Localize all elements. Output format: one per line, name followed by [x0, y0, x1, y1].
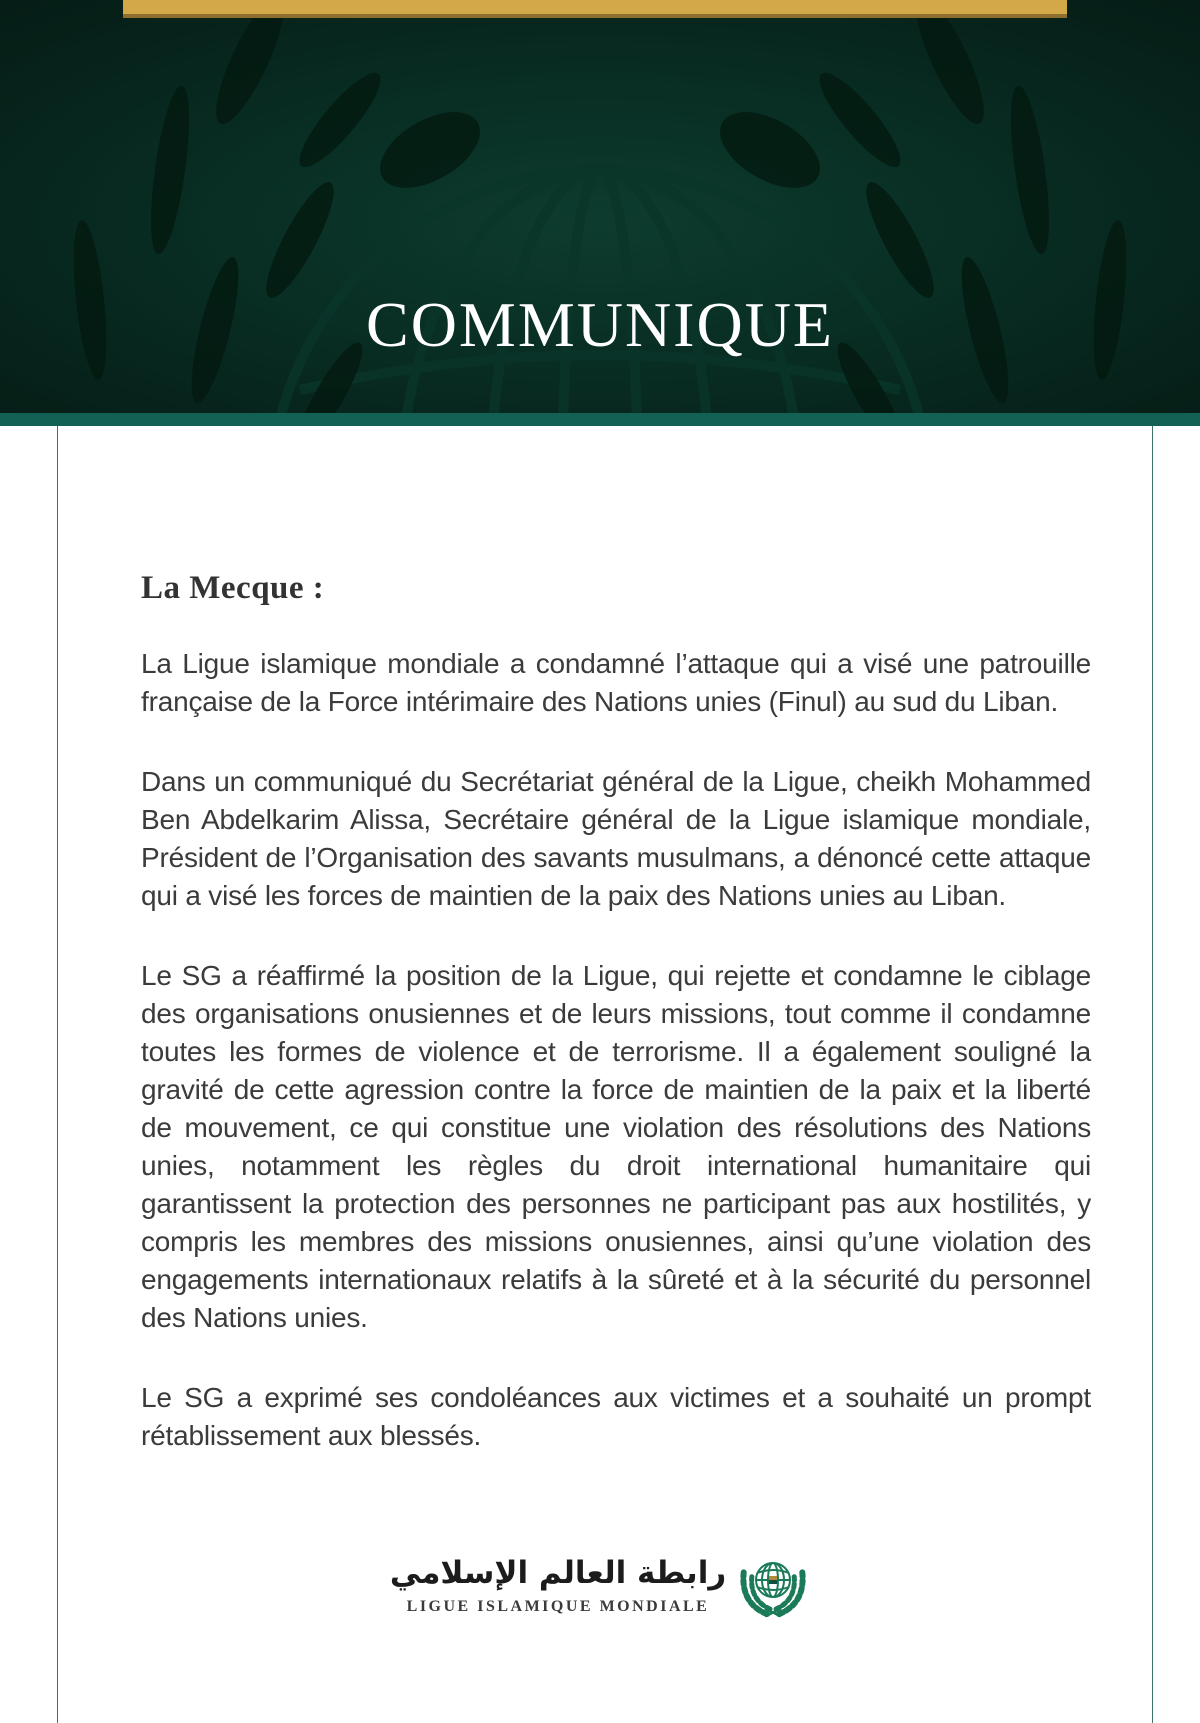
- teal-divider-strip: [0, 413, 1200, 426]
- latin-logotype: LIGUE ISLAMIQUE MONDIALE: [406, 1598, 710, 1616]
- header-banner: [0, 0, 1200, 426]
- logo-text-column: [390, 1554, 726, 1617]
- communique-body: [141, 426, 1091, 1497]
- gold-accent-bar: [123, 0, 1067, 18]
- kaaba-icon: [769, 1576, 777, 1584]
- arabic-logotype: رابطة العالم الإسلامي: [389, 1554, 727, 1591]
- page-title: COMMUNIQUE: [366, 289, 834, 360]
- mwl-emblem-icon: [736, 1548, 810, 1622]
- side-rule-right: [1152, 426, 1153, 1723]
- paragraph: Le SG a exprimé ses condoléances aux victimes et a souhaité un prompt rétablissement aux blessés.: [141, 1382, 1091, 1451]
- side-rule-left: [57, 426, 58, 1723]
- paragraph: Dans un communiqué du Secrétariat général de la Ligue, cheikh Mohammed Ben Abdelkarim Alissa, Secrétaire général de la Ligue islamique mondiale, Président de l’Organisation des savants musulmans, a dénoncé cette attaque qui a visé les forces de maintien de la paix des Nations unies au Liban.: [141, 766, 1091, 911]
- paragraph: Le SG a réaffirmé la position de la Ligue, qui rejette et condamne le ciblage des organisations onusiennes et de leurs missions, tout comme il condamne toutes les formes de violence et de terrorisme. Il a également souligné la gravité de cette agression contre la force de maintien de la paix et la liberté de mouvement, ce qui constitue une violation des résolutions des Nations unies, notamment les règles du droit international humanitaire qui garantissent la protection des personnes ne participant pas aux hostilités, y compris les membres des missions onusiennes, ainsi qu’une violation des engagements internationaux relatifs à la sûreté et à la sécurité du personnel des Nations unies.: [141, 960, 1091, 1333]
- dateline-heading: La Mecque :: [141, 570, 325, 606]
- laurel-globe-watermark-icon: [0, 0, 1200, 426]
- organization-logo: [0, 1548, 1200, 1622]
- paragraph: La Ligue islamique mondiale a condamné l’attaque qui a visé une patrouille française de la Force intérimaire des Nations unies (Finul) au sud du Liban.: [141, 648, 1091, 717]
